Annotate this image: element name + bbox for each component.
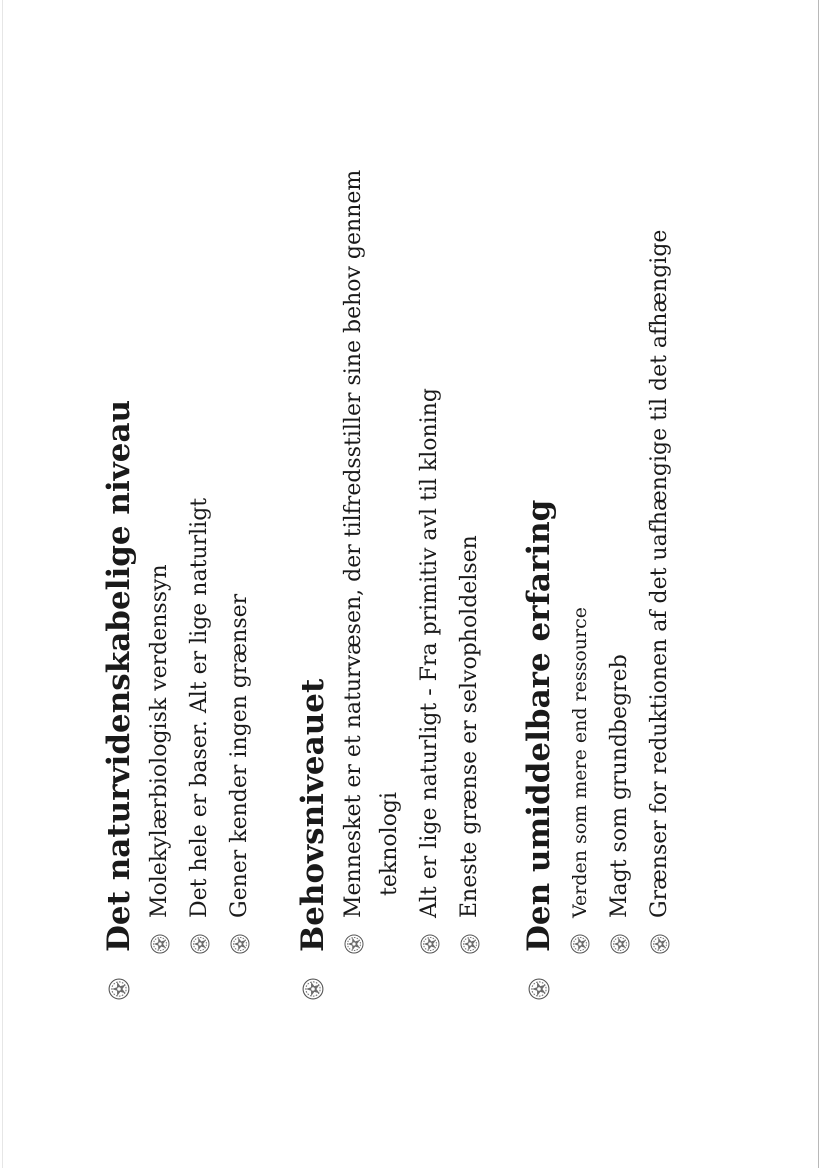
rosette-icon (108, 978, 130, 1000)
list-item (182, 140, 218, 954)
list-item (602, 140, 638, 954)
heading-text: Det naturvidenskabelige niveau (101, 399, 137, 952)
section-heading (100, 140, 138, 1000)
rosette-icon (420, 934, 440, 954)
section-immediate-experience (520, 140, 678, 1000)
list-item-text: Det hele er baser. Alt er lige naturligt (187, 497, 212, 918)
list-item-text (336, 170, 408, 918)
list-item-text: Molekylærbiologisk verdenssyn (147, 564, 172, 918)
rosette-icon (230, 934, 250, 954)
rosette-icon (610, 934, 630, 954)
rosette-icon (344, 934, 364, 954)
list-item-line-1: Mennesket er et naturvæsen, der tilfredsstiller sine behov gennem (341, 169, 366, 918)
heading-text: Behovsniveauet (295, 678, 331, 952)
rosette-icon (302, 978, 324, 1000)
list-item (142, 140, 178, 954)
rosette-icon (150, 934, 170, 954)
section-heading (520, 140, 558, 1000)
rosette-icon (570, 934, 590, 954)
heading-text: Den umiddelbare erfaring (521, 499, 557, 952)
page-edge-right (818, 0, 819, 1168)
list-item (412, 140, 448, 954)
page-edge-left (2, 0, 3, 1168)
list-item-line-2: teknologi (377, 791, 402, 896)
list-item-text: Verden som mere end ressource (569, 606, 591, 918)
list-item-text: Grænser for reduktionen af det uafhængige til det afhængige (647, 229, 672, 918)
rosette-icon (650, 934, 670, 954)
list-item-text: Eneste grænse er selvopholdelsen (457, 535, 482, 918)
list-item (452, 140, 488, 954)
rosette-icon (528, 978, 550, 1000)
section-natural-science (100, 140, 258, 1000)
list-item-text: Alt er lige naturligt - Fra primitiv avl til kloning (417, 388, 442, 918)
list-item-text: Gener kender ingen grænser (227, 593, 252, 918)
rosette-icon (460, 934, 480, 954)
rotated-slide-content (100, 140, 700, 1000)
list-item-text: Magt som grundbegreb (607, 654, 632, 918)
section-heading (294, 140, 332, 1000)
list-item (562, 140, 598, 954)
rosette-icon (190, 934, 210, 954)
section-needs-level (294, 140, 488, 1000)
list-item (642, 140, 678, 954)
list-item (222, 140, 258, 954)
list-item (336, 140, 408, 954)
